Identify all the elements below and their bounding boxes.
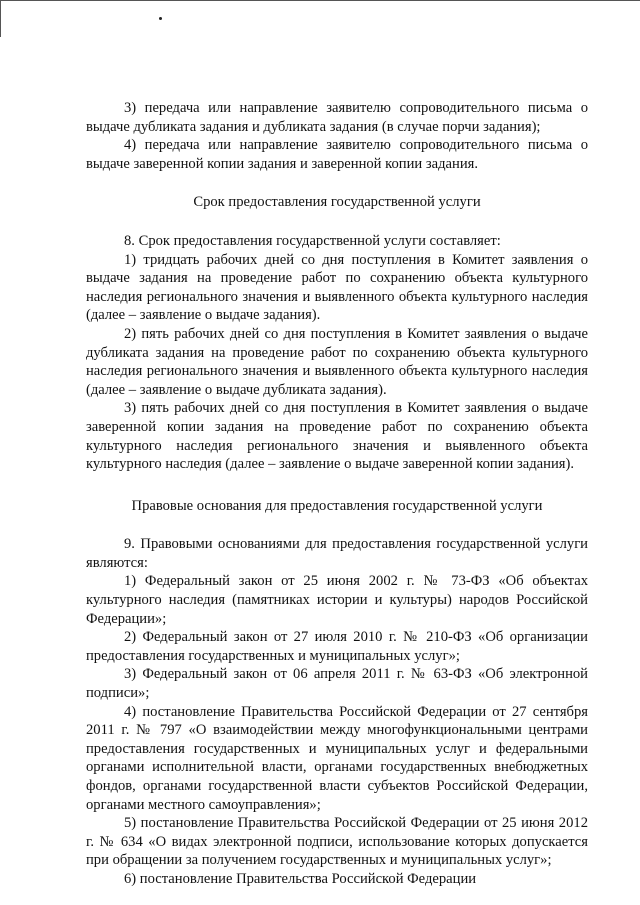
paragraph-law-3: 3) Федеральный закон от 06 апреля 2011 г. № 63-ФЗ «Об электронной подписи»; (86, 666, 588, 702)
paragraph-law-6: 6) постановление Правительства Российской Федерации (124, 870, 477, 887)
paragraph-clause-8: 8. Срок предоставления государственной услуги составляет: (124, 232, 501, 249)
paragraph-law-4: 4) постановление Правительства Российской Федерации от 27 сентября 2011 г. № 797 «О взаимодействии между многофункциональными центрами предоставления государственных и муниципальных услуг и федеральными органами исполнительной власти, органами государственных внебюджетных фондов, органами государственной власти субъектов Российской Федерации, органами местного самоуправления»; (86, 703, 588, 813)
paragraph-term-3: 3) пять рабочих дней со дня поступления в Комитет заявления о выдаче заверенной копии задания на проведение работ по сохранению объекта культурного наследия регионального значения и выявленного объекта культурного наследия (далее – заявление о выдаче заверенной копии задания). (86, 400, 588, 473)
scan-frame-edge (0, 0, 640, 37)
document-body (86, 99, 588, 889)
paragraph-clause-9: 9. Правовыми основаниями для предоставления государственной услуги являются: (86, 536, 588, 571)
scan-speck (159, 17, 162, 20)
paragraph-law-1: 1) Федеральный закон от 25 июня 2002 г. № 73-ФЗ «Об объектах культурного наследия (памятниках истории и культуры) народов Российской Федерации»; (86, 573, 588, 627)
paragraph-item-4-transfer-copy: 4) передача или направление заявителю сопроводительного письма о выдаче заверенной копии задания и заверенной копии задания. (86, 137, 588, 172)
section-heading-legal-basis: Правовые основания для предоставления государственной услуги (131, 497, 543, 514)
paragraph-law-5: 5) постановление Правительства Российской Федерации от 25 июня 2012 г. № 634 «О видах электронной подписи, использование которых допускается при обращении за получением государственных и муниципальных услуг»; (86, 815, 588, 869)
paragraph-law-2: 2) Федеральный закон от 27 июля 2010 г. № 210-ФЗ «Об организации предоставления государственных и муниципальных услуг»; (86, 629, 588, 664)
paragraph-term-1: 1) тридцать рабочих дней со дня поступления в Комитет заявления о выдаче задания на проведение работ по сохранению объекта культурного наследия регионального значения и выявленного объекта культурного наследия (далее – заявление о выдаче задания). (86, 251, 588, 324)
paragraph-term-2: 2) пять рабочих дней со дня поступления в Комитет заявления о выдаче дубликата задания на проведение работ по сохранению объекта культурного наследия регионального значения и выявленного объекта культурного наследия (далее – заявление о выдаче дубликата задания). (86, 325, 588, 398)
section-heading-service-term: Срок предоставления государственной услуги (193, 194, 481, 211)
paragraph-item-3-transfer-duplicate: 3) передача или направление заявителю сопроводительного письма о выдаче дубликата задания и дубликата задания (в случае порчи задания); (86, 100, 588, 135)
